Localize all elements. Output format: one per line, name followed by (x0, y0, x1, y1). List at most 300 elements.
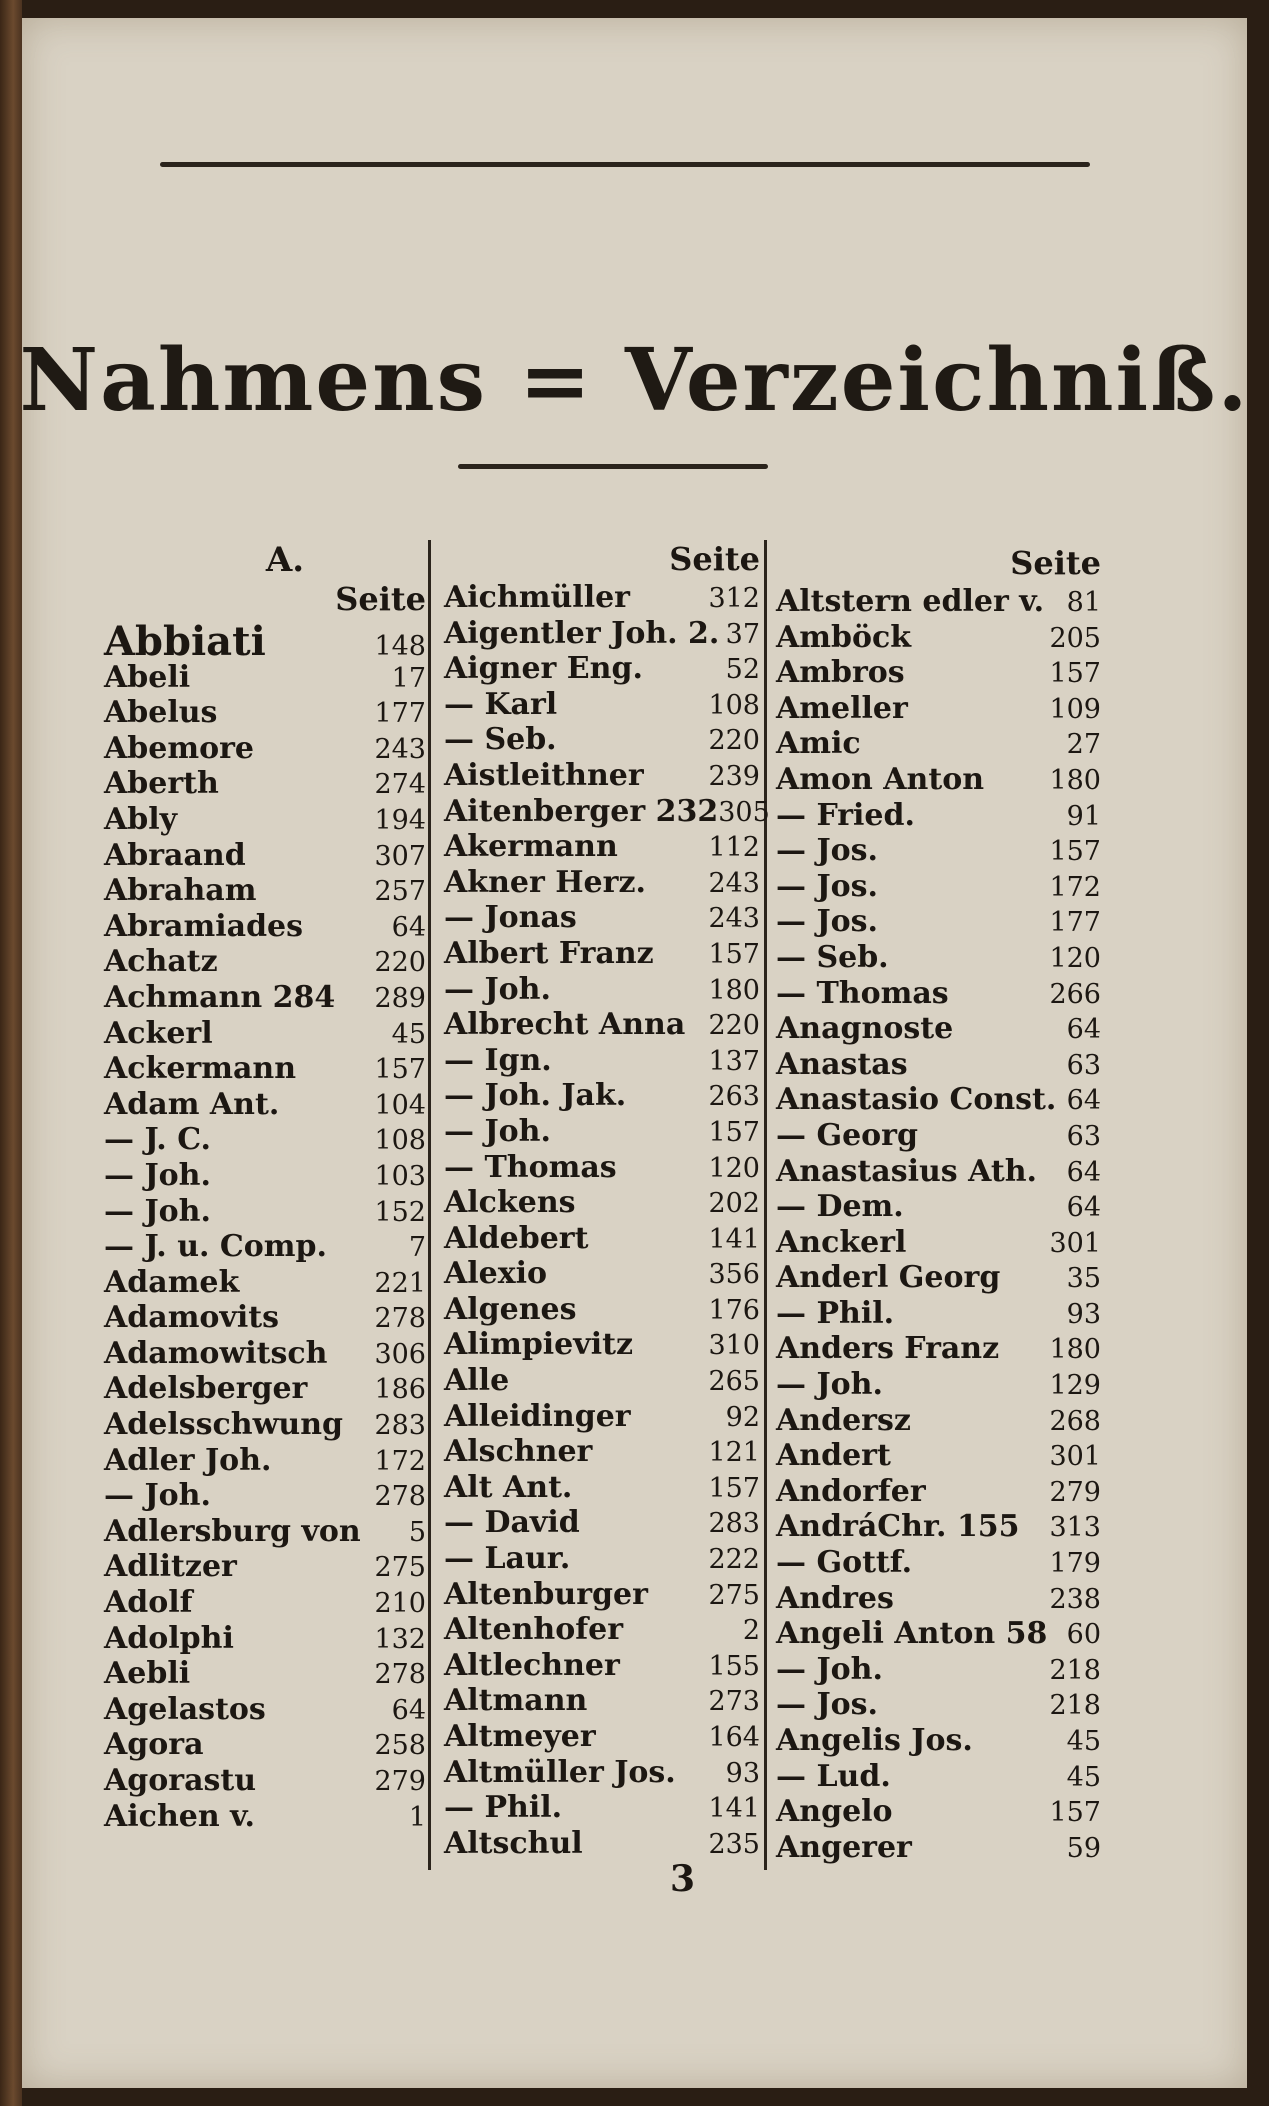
entry-name: Alckens (444, 1185, 576, 1221)
entry-page-number: 27 (1066, 729, 1101, 761)
entry-page-number: 265 (708, 1366, 760, 1398)
entry-page-number: 141 (708, 1223, 760, 1255)
index-entry (776, 1189, 1101, 1225)
entry-page-number: 220 (708, 1010, 760, 1042)
entry-name: Anastas (776, 1046, 908, 1082)
index-entry (444, 1577, 760, 1613)
entry-name: Aichmüller (444, 580, 630, 615)
entry-name: Altenburger (444, 1576, 648, 1612)
entry-name: Aigentler Joh. 2. (444, 615, 720, 651)
entry-name: Anderl Georg (776, 1260, 1001, 1296)
entry-name: Ably (104, 801, 178, 837)
index-entry (444, 651, 760, 687)
entry-page-number: 93 (725, 1757, 760, 1789)
entry-name: Alleidinger (444, 1398, 631, 1434)
index-entry (776, 1687, 1101, 1723)
entry-name: — David (444, 1505, 580, 1541)
entry-name: Algenes (444, 1291, 577, 1327)
entry-page-number: 64 (1066, 1085, 1101, 1117)
entry-name: Alimpievitz (444, 1327, 633, 1363)
column-header-seite: Seite (1010, 544, 1101, 582)
entry-page-number: 17 (391, 662, 426, 694)
entry-list (776, 584, 1101, 1865)
entry-name: Adolphi (104, 1620, 234, 1656)
index-entry (104, 1016, 426, 1052)
entry-name: Agelastos (104, 1691, 266, 1727)
entry-page-number: 63 (1066, 1120, 1101, 1152)
entry-name: Akner Herz. (444, 864, 646, 900)
entry-page-number: 275 (374, 1552, 426, 1584)
index-entry (444, 829, 760, 865)
entry-page-number: 148 (374, 631, 426, 662)
index-entry (776, 762, 1101, 798)
entry-name: Altenhofer (444, 1612, 624, 1648)
entry-page-number: 258 (374, 1730, 426, 1762)
book-spine (0, 0, 22, 2106)
index-entry (104, 731, 426, 767)
entry-name: Abeli (104, 659, 191, 695)
index-entry (104, 1585, 426, 1621)
index-entry (104, 1051, 426, 1087)
entry-page-number: 104 (374, 1089, 426, 1121)
index-entry (444, 1683, 760, 1719)
index-entry (104, 873, 426, 909)
entry-page-number: 301 (1049, 1441, 1101, 1473)
entry-name: — Joh. (104, 1478, 211, 1514)
index-entry (444, 722, 760, 758)
entry-page-number: 278 (374, 1659, 426, 1691)
entry-name: Ambros (776, 655, 905, 691)
entry-name: Aichen v. (104, 1798, 255, 1834)
index-entry (444, 1505, 760, 1541)
entry-page-number: 60 (1066, 1619, 1101, 1651)
index-entry (444, 1078, 760, 1114)
entry-page-number: 45 (391, 1018, 426, 1050)
index-entry (444, 1327, 760, 1363)
entry-name: Achmann 284 (104, 979, 336, 1015)
index-entry (444, 1719, 760, 1755)
entry-name: Altstern edler v. (776, 584, 1045, 619)
entry-page-number: 275 (708, 1579, 760, 1611)
entry-page-number: 218 (1049, 1654, 1101, 1686)
entry-page-number: 305 (718, 796, 770, 828)
entry-name: Anagnoste (776, 1011, 954, 1047)
entry-page-number: 64 (391, 1694, 426, 1726)
column-header-seite: Seite (335, 580, 426, 618)
index-column-1 (104, 540, 426, 1834)
entry-page-number: 180 (708, 974, 760, 1006)
index-entry (776, 1047, 1101, 1083)
index-entry (104, 1336, 426, 1372)
entry-list (104, 618, 426, 1834)
index-entry (104, 1656, 426, 1692)
entry-page-number: 5 (408, 1516, 426, 1548)
index-entry (776, 620, 1101, 656)
index-entry (104, 1549, 426, 1585)
entry-page-number: 243 (708, 867, 760, 899)
entry-page-number: 63 (1066, 1049, 1101, 1081)
entry-name: — Jos. (776, 1687, 878, 1723)
entry-name: — Laur. (444, 1541, 571, 1577)
entry-name: Adamovits (104, 1300, 280, 1336)
entry-page-number: 64 (1066, 1014, 1101, 1046)
entry-name: Abramiades (104, 908, 304, 944)
index-entry (444, 687, 760, 723)
entry-name: Albrecht Anna (444, 1007, 686, 1043)
index-entry (444, 1363, 760, 1399)
entry-name: Amic (776, 726, 861, 762)
index-entry (776, 1474, 1101, 1510)
entry-page-number: 7 (408, 1232, 426, 1264)
entry-name: Adamowitsch (104, 1335, 328, 1371)
entry-name: Angelis Jos. (776, 1723, 973, 1758)
index-column-3 (776, 540, 1101, 1865)
entry-page-number: 112 (708, 832, 760, 864)
entry-name: — Jos. (776, 868, 878, 904)
entry-page-number: 45 (1066, 1761, 1101, 1793)
entry-page-number: 157 (708, 1472, 760, 1504)
index-entry (776, 904, 1101, 940)
entry-name: — Phil. (776, 1295, 895, 1331)
index-entry (776, 1794, 1101, 1830)
index-entry (776, 1723, 1101, 1759)
entry-name: — Seb. (444, 722, 557, 758)
index-entry (444, 1612, 760, 1648)
index-entry (444, 1256, 760, 1292)
entry-page-number: 180 (1049, 1334, 1101, 1366)
entry-name: Adlersburg von (104, 1513, 361, 1549)
index-entry (444, 758, 760, 794)
index-entry (776, 869, 1101, 905)
index-entry (776, 655, 1101, 691)
entry-name: Alexio (444, 1256, 548, 1292)
entry-name: Altschul (444, 1825, 583, 1861)
entry-page-number: 45 (1066, 1726, 1101, 1757)
index-entry (444, 1043, 760, 1079)
entry-name: — Georg (776, 1117, 918, 1153)
index-entry (104, 766, 426, 802)
index-entry (444, 1221, 760, 1257)
index-entry (104, 1692, 426, 1728)
entry-name: — Jonas (444, 900, 577, 936)
entry-name: Aistleithner (444, 757, 644, 793)
entry-name: Andres (776, 1580, 894, 1616)
entry-name: Ameller (776, 690, 908, 726)
entry-name: Angeli Anton 58 (776, 1616, 1048, 1652)
entry-page-number: 121 (708, 1437, 760, 1469)
entry-name: Alt Ant. (444, 1469, 573, 1505)
entry-page-number: 273 (708, 1686, 760, 1718)
entry-page-number: 132 (374, 1623, 426, 1655)
entry-name: — J. u. Comp. (104, 1229, 327, 1265)
entry-page-number: 268 (1049, 1405, 1101, 1437)
index-entry (776, 1652, 1101, 1688)
index-entry (444, 1292, 760, 1328)
entry-name: — Phil. (444, 1790, 563, 1826)
entry-page-number: 93 (1066, 1298, 1101, 1330)
entry-name: Anastasio Const. (776, 1082, 1057, 1118)
index-entry (104, 1407, 426, 1443)
entry-name: Abraham (104, 873, 257, 909)
entry-page-number: 283 (374, 1410, 426, 1442)
index-entry (444, 1826, 760, 1862)
index-entry (104, 802, 426, 838)
entry-name: Agora (104, 1727, 204, 1763)
entry-page-number: 313 (1049, 1512, 1101, 1544)
index-entry (444, 972, 760, 1008)
entry-page-number: 283 (708, 1508, 760, 1540)
index-entry (444, 1399, 760, 1435)
index-entry (444, 865, 760, 901)
entry-name: Altmeyer (444, 1719, 596, 1754)
entry-name: Alschner (444, 1434, 593, 1470)
index-entry (776, 798, 1101, 834)
entry-name: — Joh. Jak. (444, 1078, 627, 1114)
entry-name: Anckerl (776, 1224, 907, 1260)
entry-page-number: 266 (1049, 978, 1101, 1010)
index-entry (776, 691, 1101, 727)
index-entry (776, 1438, 1101, 1474)
entry-page-number: 64 (1066, 1156, 1101, 1188)
entry-page-number: 279 (1049, 1476, 1101, 1508)
entry-name: Adamek (104, 1264, 240, 1300)
entry-page-number: 220 (374, 947, 426, 979)
entry-page-number: 312 (708, 583, 760, 614)
index-entry (104, 944, 426, 980)
entry-name: Altlechner (444, 1647, 620, 1683)
entry-page-number: 2 (742, 1615, 760, 1647)
entry-name: Andersz (776, 1402, 911, 1438)
index-entry (776, 1082, 1101, 1118)
entry-name: Achatz (104, 944, 218, 980)
index-entry (104, 1514, 426, 1550)
entry-name: Adler Joh. (104, 1442, 272, 1478)
entry-page-number: 177 (374, 698, 426, 730)
entry-name: Angelo (776, 1794, 893, 1830)
entry-page-number: 306 (374, 1338, 426, 1370)
entry-name: Aigner Eng. (444, 651, 643, 687)
index-entry (776, 1011, 1101, 1047)
index-entry (104, 1371, 426, 1407)
index-entry (776, 1545, 1101, 1581)
column-header-seite: Seite (669, 540, 760, 578)
entry-name: Albert Franz (444, 935, 654, 971)
entry-page-number: 120 (1049, 942, 1101, 974)
entry-page-number: 202 (708, 1188, 760, 1220)
index-entry (444, 900, 760, 936)
page-title: Nahmens = Verzeichniß. (19, 330, 1250, 431)
index-entry (444, 1648, 760, 1684)
entry-name: — Dem. (776, 1189, 904, 1225)
entry-page-number: 274 (374, 769, 426, 801)
entry-page-number: 91 (1066, 800, 1101, 832)
entry-page-number: 257 (374, 876, 426, 908)
entry-name: AndráChr. 155 (776, 1509, 1020, 1545)
entry-page-number: 157 (1049, 658, 1101, 690)
entry-name: Ackerl (104, 1015, 213, 1051)
index-entry (444, 1470, 760, 1506)
entry-name: Alle (444, 1363, 510, 1399)
entry-page-number: 172 (374, 1445, 426, 1477)
entry-name: Ackermann (104, 1051, 297, 1087)
entry-page-number: 157 (708, 1116, 760, 1148)
entry-name: Agorastu (104, 1763, 257, 1798)
entry-page-number: 179 (1049, 1548, 1101, 1580)
index-entry (776, 1403, 1101, 1439)
entry-page-number: 35 (1066, 1263, 1101, 1295)
entry-page-number: 235 (708, 1828, 760, 1860)
index-entry (104, 980, 426, 1016)
entry-page-number: 279 (374, 1766, 426, 1797)
entry-page-number: 155 (708, 1650, 760, 1682)
entry-page-number: 137 (708, 1045, 760, 1077)
entry-name: Abbiati (104, 618, 266, 665)
entry-name: Abemore (104, 730, 254, 766)
entry-page-number: 310 (708, 1330, 760, 1362)
top-ornamental-rule (160, 162, 1090, 167)
entry-page-number: 37 (725, 618, 760, 650)
index-entry (776, 940, 1101, 976)
column-divider-1 (428, 540, 431, 1870)
entry-page-number: 157 (708, 938, 760, 970)
entry-name: Aitenberger 232 (444, 793, 719, 829)
entry-name: Adolf (104, 1585, 193, 1621)
entry-name: — Joh. (444, 971, 551, 1007)
index-entry (776, 1616, 1101, 1652)
entry-page-number: 289 (374, 982, 426, 1014)
index-entry (444, 1185, 760, 1221)
entry-page-number: 157 (1049, 836, 1101, 868)
entry-page-number: 180 (1049, 764, 1101, 796)
entry-page-number: 243 (708, 903, 760, 935)
entry-page-number: 52 (725, 654, 760, 686)
entry-page-number: 238 (1049, 1583, 1101, 1615)
entry-name: Abraand (104, 837, 246, 873)
index-entry (444, 580, 760, 616)
entry-page-number: 172 (1049, 871, 1101, 903)
entry-page-number: 278 (374, 1481, 426, 1513)
entry-name: — Joh. (104, 1157, 211, 1193)
entry-name: Amon Anton (776, 761, 985, 797)
index-entry (104, 1799, 426, 1835)
entry-name: — Seb. (776, 939, 889, 975)
entry-name: Abelus (104, 695, 218, 731)
entry-page-number: 103 (374, 1160, 426, 1192)
entry-name: Adam Ant. (104, 1086, 280, 1122)
index-entry (776, 1154, 1101, 1190)
index-entry (444, 1114, 760, 1150)
index-entry (104, 1194, 426, 1230)
title-divider-rule (458, 464, 768, 469)
index-entry (104, 1478, 426, 1514)
entry-name: — Joh. (444, 1113, 551, 1149)
entry-name: Aebli (104, 1656, 191, 1692)
entry-name: Adelsschwung (104, 1407, 344, 1443)
index-entry (776, 584, 1101, 620)
index-entry (776, 1331, 1101, 1367)
index-entry (776, 726, 1101, 762)
column-divider-2 (764, 540, 767, 1870)
entry-name: Anders Franz (776, 1331, 1000, 1367)
entry-name: Aberth (104, 766, 219, 802)
entry-page-number: 307 (374, 840, 426, 872)
entry-name: — Gottf. (776, 1545, 913, 1581)
entry-page-number: 92 (725, 1401, 760, 1433)
section-letter: A. (265, 540, 305, 580)
index-column-2 (444, 540, 770, 1861)
entry-name: — Fried. (776, 797, 915, 833)
entry-name: — Jos. (776, 904, 878, 940)
index-entry (444, 1150, 760, 1186)
entry-name: Akermann (444, 829, 618, 865)
index-entry (444, 936, 760, 972)
index-entry (104, 1621, 426, 1657)
entry-page-number: 356 (708, 1259, 760, 1291)
index-entry (444, 1434, 760, 1470)
index-entry (104, 1265, 426, 1301)
index-entry (776, 1367, 1101, 1403)
index-entry (444, 1755, 760, 1791)
entry-name: — Ign. (444, 1042, 552, 1078)
entry-name: — Thomas (776, 975, 949, 1011)
index-entry (776, 1830, 1101, 1866)
entry-page-number: 120 (708, 1152, 760, 1184)
entry-page-number: 108 (708, 689, 760, 721)
entry-name: Altmann (444, 1683, 588, 1719)
entry-page-number: 221 (374, 1267, 426, 1299)
entry-name: — Lud. (776, 1758, 891, 1794)
entry-name: Amböck (776, 619, 912, 655)
entry-page-number: 210 (374, 1588, 426, 1620)
entry-name: Andert (776, 1438, 891, 1474)
index-entry (104, 1122, 426, 1158)
entry-page-number: 194 (374, 804, 426, 836)
entry-page-number: 141 (708, 1793, 760, 1825)
index-entry (104, 1229, 426, 1265)
index-entry (776, 1225, 1101, 1261)
index-entry (776, 1759, 1101, 1795)
entry-page-number: 222 (708, 1544, 760, 1576)
index-entry (776, 833, 1101, 869)
index-entry (444, 1790, 760, 1826)
entry-name: Altmüller Jos. (444, 1754, 676, 1790)
entry-page-number: 64 (1066, 1192, 1101, 1224)
entry-name: Adlitzer (104, 1549, 237, 1585)
entry-name: — J. C. (104, 1122, 211, 1158)
entry-page-number: 81 (1066, 587, 1101, 618)
entry-page-number: 129 (1049, 1370, 1101, 1402)
entry-page-number: 176 (708, 1294, 760, 1326)
entry-page-number: 108 (374, 1125, 426, 1157)
index-entry (444, 616, 760, 652)
entry-page-number: 1 (408, 1801, 426, 1833)
entry-list (444, 580, 770, 1861)
index-entry (444, 1007, 760, 1043)
entry-page-number: 239 (708, 760, 760, 792)
entry-name: — Joh. (776, 1367, 883, 1403)
index-entry (776, 1296, 1101, 1332)
entry-name: Anastasius Ath. (776, 1153, 1038, 1189)
entry-name: — Jos. (776, 833, 878, 869)
entry-name: Aldebert (444, 1220, 589, 1256)
entry-page-number: 64 (391, 911, 426, 943)
entry-page-number: 263 (708, 1081, 760, 1113)
entry-page-number: 177 (1049, 907, 1101, 939)
entry-name: Angerer (776, 1829, 912, 1865)
entry-page-number: 164 (708, 1722, 760, 1753)
index-entry (104, 618, 426, 665)
index-entry (776, 1260, 1101, 1296)
